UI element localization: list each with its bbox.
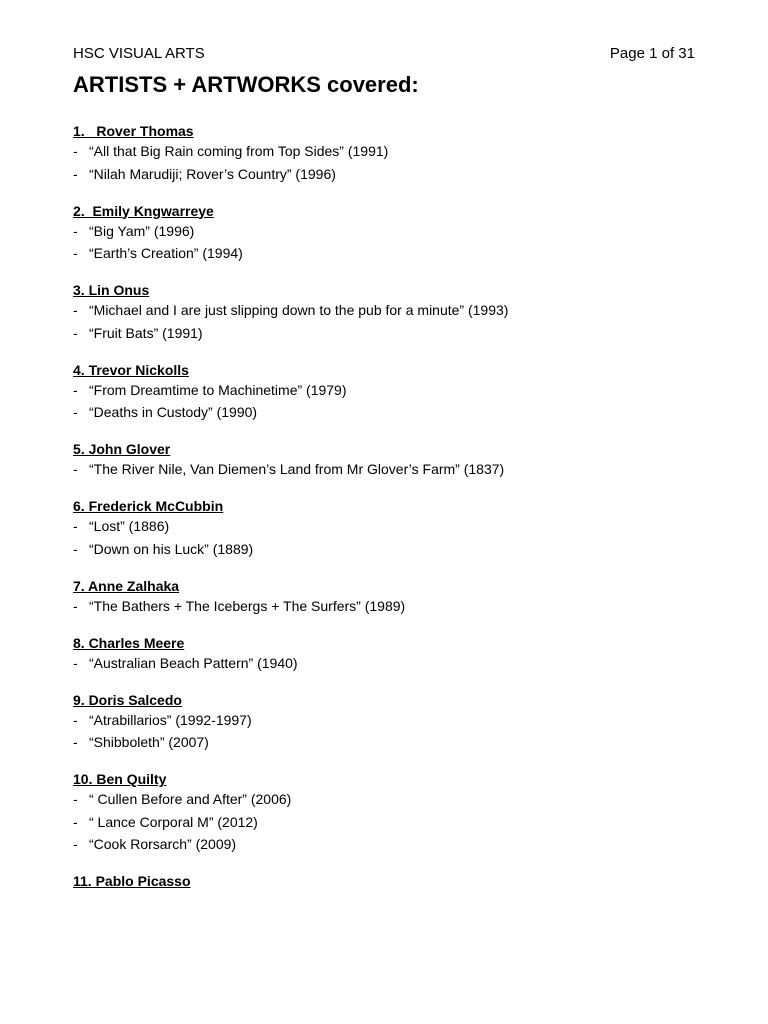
artwork-item xyxy=(73,322,695,345)
artwork-title: “The River Nile, Van Diemen’s Land from Mr Glover’s Farm” (1837) xyxy=(89,461,505,477)
list-dash: - xyxy=(73,143,78,159)
artwork-title: “The Bathers + The Icebergs + The Surfers” (1989) xyxy=(89,597,406,614)
list-dash: - xyxy=(73,461,78,477)
list-dash: - xyxy=(73,813,78,830)
artist-heading: 9. Doris Salcedo xyxy=(73,691,182,708)
artist-section xyxy=(73,202,695,265)
artwork-title: “Atrabillarios” (1992-1997) xyxy=(89,711,252,728)
artist-section xyxy=(73,281,695,344)
artwork-title: “Australian Beach Pattern” (1940) xyxy=(89,654,298,671)
list-dash: - xyxy=(73,836,78,852)
list-dash: - xyxy=(73,734,78,750)
artist-heading: 3. Lin Onus xyxy=(73,282,150,298)
artwork-title: “Big Yam” (1996) xyxy=(89,222,195,239)
artwork-item xyxy=(73,140,695,163)
artist-section xyxy=(73,634,695,675)
artwork-item xyxy=(73,163,695,186)
artwork-title: “Earth’s Creation” (1994) xyxy=(89,245,243,261)
artwork-item xyxy=(73,833,695,856)
artist-heading: 8. Charles Meere xyxy=(73,634,185,651)
artist-section xyxy=(73,361,695,424)
list-dash: - xyxy=(73,324,78,341)
artwork-title: “Nilah Marudiji; Rover’s Country” (1996) xyxy=(89,165,336,182)
artist-section xyxy=(73,122,695,185)
artist-heading: 11. Pablo Picasso xyxy=(73,873,191,889)
artwork-item xyxy=(73,788,695,811)
list-dash: - xyxy=(73,654,78,671)
list-dash: - xyxy=(73,245,78,261)
artwork-item xyxy=(73,515,695,538)
artwork-title: “Fruit Bats” (1991) xyxy=(89,324,203,341)
artwork-item xyxy=(73,458,695,481)
list-dash: - xyxy=(73,540,78,557)
artist-heading: 2. Emily Kngwarreye xyxy=(73,202,214,219)
artwork-title: “Cook Rorsarch” (2009) xyxy=(89,836,237,852)
artist-heading: 6. Frederick McCubbin xyxy=(73,498,224,514)
artwork-title: “Down on his Luck” (1889) xyxy=(89,540,254,557)
document-title: ARTISTS + ARTWORKS covered: xyxy=(73,72,419,97)
artwork-item xyxy=(73,709,695,732)
artist-section xyxy=(73,440,695,481)
artist-section xyxy=(73,691,695,754)
list-dash: - xyxy=(73,404,78,420)
artist-section xyxy=(73,872,695,890)
artwork-title: “Deaths in Custody” (1990) xyxy=(89,404,258,420)
course-name: HSC VISUAL ARTS xyxy=(73,45,205,62)
artist-section xyxy=(73,770,695,856)
artwork-title: “ Cullen Before and After” (2006) xyxy=(89,791,292,807)
artist-section xyxy=(73,497,695,560)
artwork-item xyxy=(73,652,695,675)
artist-heading: 7. Anne Zalhaka xyxy=(73,577,180,594)
artwork-item xyxy=(73,811,695,834)
list-dash: - xyxy=(73,597,78,614)
artwork-item xyxy=(73,595,695,618)
artwork-title: “Michael and I are just slipping down to the pub for a minute” (1993) xyxy=(89,302,509,318)
artwork-item xyxy=(73,731,695,754)
artist-heading: 1. Rover Thomas xyxy=(73,123,194,139)
artwork-item xyxy=(73,538,695,561)
artist-heading: 4. Trevor Nickolls xyxy=(73,361,189,378)
artwork-item xyxy=(73,299,695,322)
artist-list xyxy=(73,122,695,907)
list-dash: - xyxy=(73,165,78,182)
list-dash: - xyxy=(73,791,78,807)
artwork-title: “From Dreamtime to Machinetime” (1979) xyxy=(89,381,347,398)
artist-section xyxy=(73,577,695,618)
list-dash: - xyxy=(73,381,78,398)
list-dash: - xyxy=(73,302,78,318)
artist-heading: 5. John Glover xyxy=(73,441,171,457)
artist-heading: 10. Ben Quilty xyxy=(73,771,167,787)
artwork-item xyxy=(73,379,695,402)
list-dash: - xyxy=(73,222,78,239)
artwork-item xyxy=(73,220,695,243)
artwork-title: “Lost” (1886) xyxy=(89,518,170,534)
artwork-item xyxy=(73,242,695,265)
list-dash: - xyxy=(73,711,78,728)
page-indicator: Page 1 of 31 xyxy=(609,45,695,62)
artwork-title: “All that Big Rain coming from Top Sides” (1991) xyxy=(89,143,389,159)
artwork-title: “ Lance Corporal M” (2012) xyxy=(89,813,258,830)
artwork-item xyxy=(73,401,695,424)
list-dash: - xyxy=(73,518,78,534)
artwork-title: “Shibboleth” (2007) xyxy=(89,734,209,750)
page-header xyxy=(73,45,695,65)
